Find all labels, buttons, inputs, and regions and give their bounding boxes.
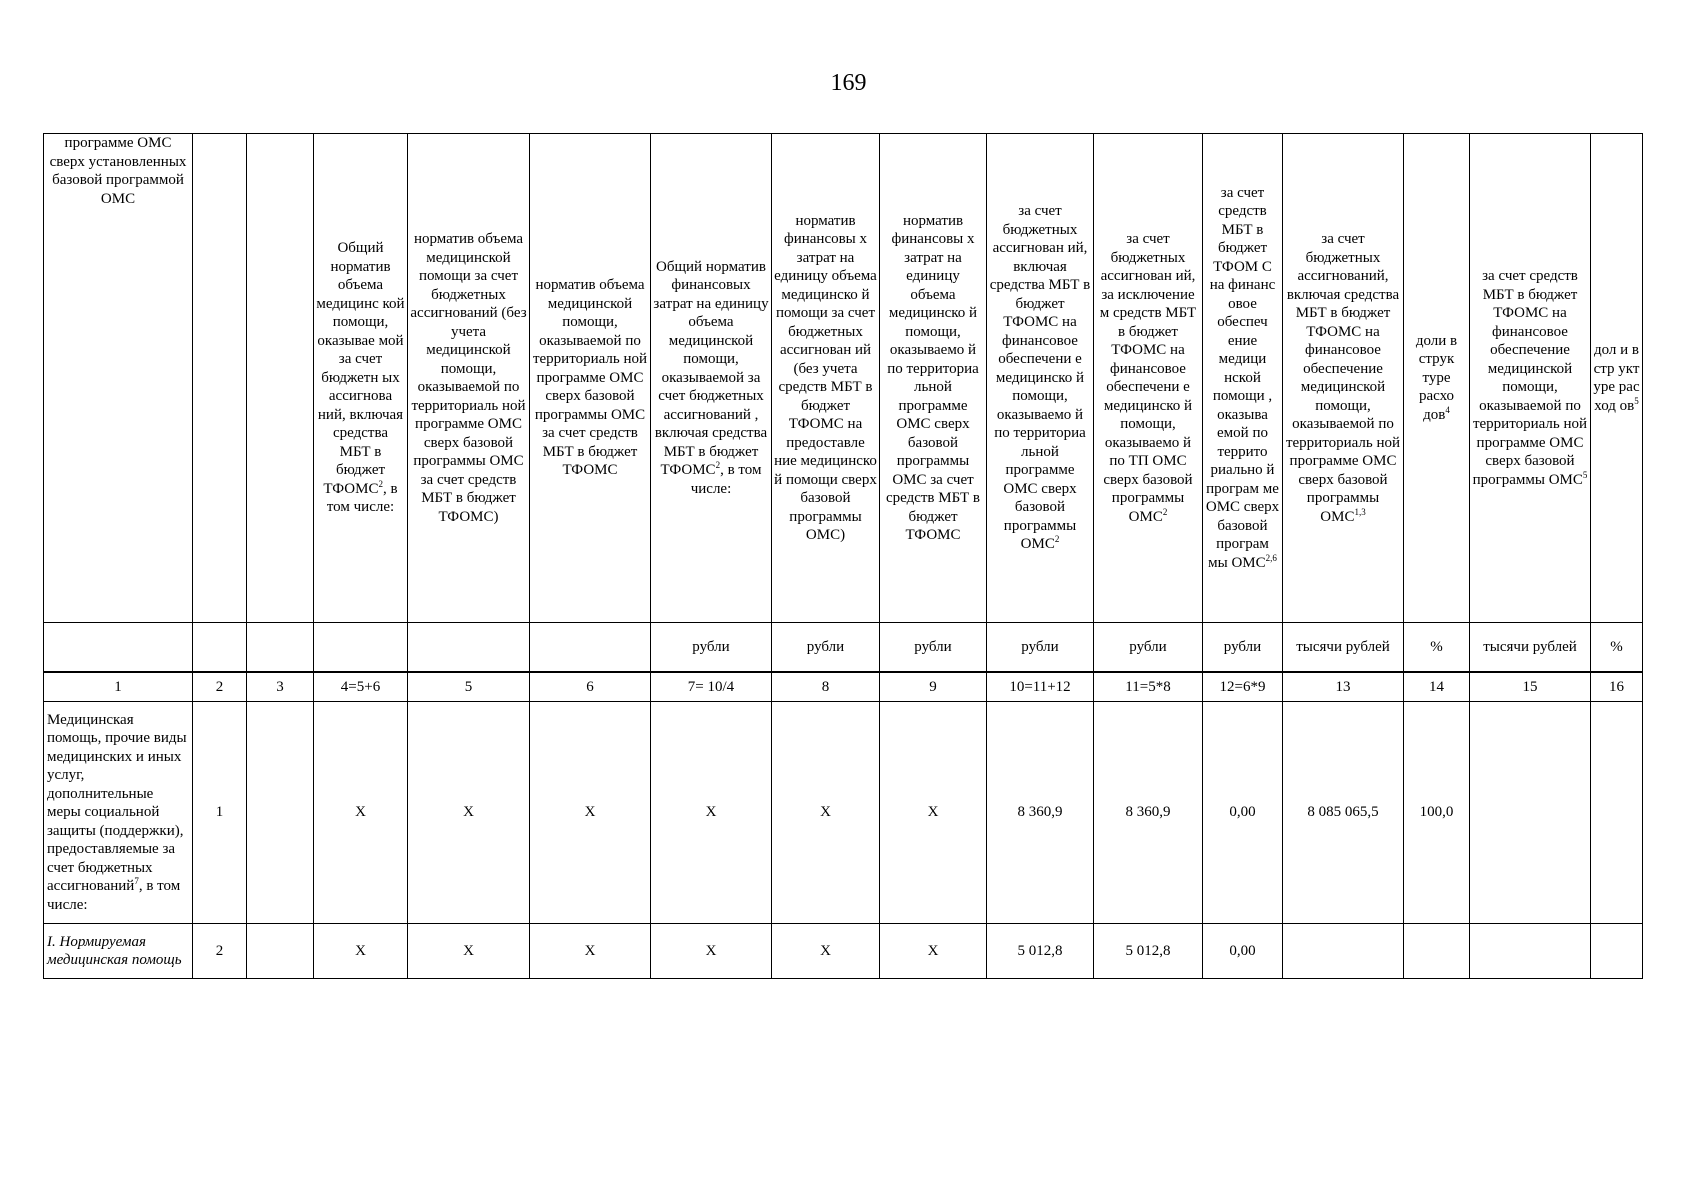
column-number: 9 (880, 673, 987, 702)
column-number: 1 (44, 673, 193, 702)
table-cell: X (314, 702, 408, 924)
row-label: I. Нормируемая медицинская помощь (44, 924, 193, 979)
header-cell-4: Общий норматив объема медицинс кой помощи, оказывае мой за счет бюджетн ых ассигнова ний, включая средства МБТ в бюджет ТФОМС$^2$, в том числе: (314, 134, 408, 623)
header-cell-16: дол и в стр укт уре рас ход $ов^5$ (1591, 134, 1643, 623)
table-cell: X (772, 924, 880, 979)
table-cell (247, 702, 314, 924)
header-cell-12: за счет средств МБТ в бюджет ТФОМ С на финанс овое обеспеч ение медици нской помощи , оказыва емой по террито риально й програм ме ОМС сверх базовой програм мы ОМС$^{2,6}$ (1203, 134, 1283, 623)
table-cell: X (408, 702, 530, 924)
unit-cell (247, 623, 314, 672)
column-number: 7= 10/4 (651, 673, 772, 702)
table-cell: X (408, 924, 530, 979)
header-cell-7: Общий норматив финансовых затрат на единицу объема медицинской помощи, оказываемой за счет бюджетных ассигнований , включая средства МБТ в бюджет ТФОМС$^2$, в том числе: (651, 134, 772, 623)
row-label: Медицинская помощь, прочие виды медицинских и иных услуг, дополнительные меры социальной защиты (поддержки), предоставляемые за счет бюджетных ассигнований$^7$, в том числе: (44, 702, 193, 924)
table-cell (1283, 924, 1404, 979)
column-number: 16 (1591, 673, 1643, 702)
column-number: 14 (1404, 673, 1470, 702)
header-cell-1: программе ОМС сверх установленных базовой программой ОМС (44, 134, 193, 623)
column-number: 12=6*9 (1203, 673, 1283, 702)
unit-cell: % (1404, 623, 1470, 672)
table-cell (247, 924, 314, 979)
table-cell: X (772, 702, 880, 924)
unit-cell: рубли (1203, 623, 1283, 672)
column-number: 11=5*8 (1094, 673, 1203, 702)
table-cell (1404, 924, 1470, 979)
table-cell (1591, 924, 1643, 979)
table-cell: X (651, 924, 772, 979)
header-cell-10: за счет бюджетных ассигнован ий, включая средства МБТ в бюджет ТФОМС на финансовое обеспечени е медицинско й помощи, оказываемо й по территориа льной программе ОМС сверх базовой программы ОМС$^2$ (987, 134, 1094, 623)
table-cell: 8 360,9 (987, 702, 1094, 924)
unit-cell: рубли (772, 623, 880, 672)
header-cell-15: за счет средств МБТ в бюджет ТФОМС на финансовое обеспечение медицинской помощи, оказываемой по территориаль ной программе ОМС сверх базовой программы ОМС$^5$ (1470, 134, 1591, 623)
table-cell: 8 085 065,5 (1283, 702, 1404, 924)
table-cell: X (530, 702, 651, 924)
column-number: 3 (247, 673, 314, 702)
table-cell: X (880, 702, 987, 924)
column-numbers-row (44, 673, 1643, 702)
column-number: 5 (408, 673, 530, 702)
unit-cell (314, 623, 408, 672)
unit-cell: тысячи рублей (1470, 623, 1591, 672)
unit-cell (193, 623, 247, 672)
column-number: 6 (530, 673, 651, 702)
table-body (43, 672, 1643, 979)
column-number: 10=11+12 (987, 673, 1094, 702)
table-cell: 1 (193, 702, 247, 924)
table-cell: X (651, 702, 772, 924)
table-header (43, 133, 1643, 672)
table-cell: 5 012,8 (1094, 924, 1203, 979)
header-cell-2 (193, 134, 247, 623)
unit-cell (44, 623, 193, 672)
unit-cell: рубли (987, 623, 1094, 672)
unit-cell (408, 623, 530, 672)
unit-cell: % (1591, 623, 1643, 672)
column-number: 13 (1283, 673, 1404, 702)
header-cell-14: доли в струк туре расхо дов$^4$ (1404, 134, 1470, 623)
table-cell (1591, 702, 1643, 924)
unit-cell (530, 623, 651, 672)
header-cell-5: норматив объема медицинской помощи за счет бюджетных ассигнований (без учета медицинской помощи, оказываемой по территориаль ной программе ОМС сверх базовой программы ОМС за счет средств МБТ в бюджет ТФОМС) (408, 134, 530, 623)
table-row (44, 702, 1643, 924)
unit-cell: рубли (1094, 623, 1203, 672)
unit-cell: рубли (651, 623, 772, 672)
column-number: 2 (193, 673, 247, 702)
units-row (44, 623, 1643, 672)
table-cell: 100,0 (1404, 702, 1470, 924)
table-cell: 5 012,8 (987, 924, 1094, 979)
table-cell: 0,00 (1203, 702, 1283, 924)
table-row (44, 924, 1643, 979)
column-number: 4=5+6 (314, 673, 408, 702)
table-cell: X (314, 924, 408, 979)
table-cell: 2 (193, 924, 247, 979)
header-cell-6: норматив объема медицинской помощи, оказываемой по территориаль ной программе ОМС сверх базовой программы ОМС за счет средств МБТ в бюджет ТФОМС (530, 134, 651, 623)
table-cell (1470, 702, 1591, 924)
table-cell: 8 360,9 (1094, 702, 1203, 924)
table-cell (1470, 924, 1591, 979)
table-cell: 0,00 (1203, 924, 1283, 979)
table-cell: X (530, 924, 651, 979)
column-number: 8 (772, 673, 880, 702)
header-cell-8: норматив финансовы х затрат на единицу объема медицинско й помощи за счет бюджетных ассигнован ий (без учета средств МБТ в бюджет ТФОМС на предоставле ние медицинско й помощи сверх базовой программы ОМС) (772, 134, 880, 623)
table-cell: X (880, 924, 987, 979)
header-cell-9: норматив финансовы х затрат на единицу объема медицинско й помощи, оказываемо й по территориа льной программе ОМС сверх базовой программы ОМС за счет средств МБТ в бюджет ТФОМС (880, 134, 987, 623)
unit-cell: рубли (880, 623, 987, 672)
page-number: 169 (830, 70, 867, 96)
unit-cell: тысячи рублей (1283, 623, 1404, 672)
column-number: 15 (1470, 673, 1591, 702)
header-cell-11: за счет бюджетных ассигнован ий, за исключение м средств МБТ в бюджет ТФОМС на финансовое обеспечени е медицинско й помощи, оказываемо й по ТП ОМС сверх базовой программы ОМС$^2$ (1094, 134, 1203, 623)
header-row (44, 134, 1643, 623)
header-cell-3 (247, 134, 314, 623)
header-cell-13: за счет бюджетных ассигнований, включая средства МБТ в бюджет ТФОМС на финансовое обеспечение медицинской помощи, оказываемой по территориаль ной программе ОМС сверх базовой программы ОМС$^{1,3}$ (1283, 134, 1404, 623)
